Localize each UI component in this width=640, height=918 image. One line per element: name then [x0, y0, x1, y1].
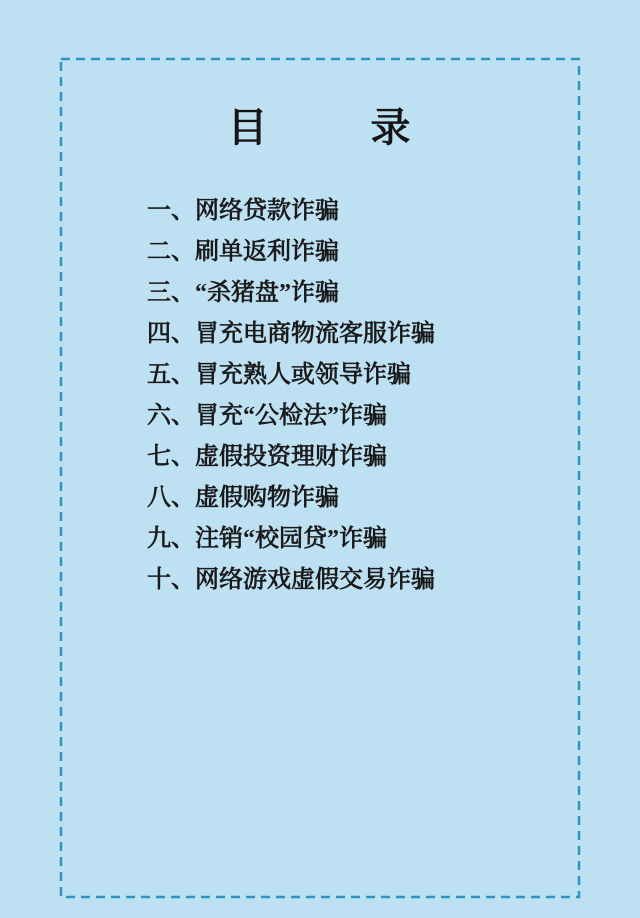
toc-item-6: 六、冒充“公检法”诈骗	[147, 403, 387, 429]
toc-item-5: 五、冒充熟人或领导诈骗	[147, 362, 411, 388]
toc-item-3: 三、“杀猪盘”诈骗	[147, 280, 339, 306]
toc-item-8: 八、虚假购物诈骗	[147, 485, 339, 511]
toc-item-4: 四、冒充电商物流客服诈骗	[147, 321, 435, 347]
page-title: 目 录	[227, 106, 413, 150]
toc-item-1: 一、网络贷款诈骗	[147, 198, 339, 224]
toc-item-9: 九、注销“校园贷”诈骗	[147, 526, 387, 552]
toc-item-2: 二、刷单返利诈骗	[147, 239, 339, 265]
toc-item-7: 七、虚假投资理财诈骗	[147, 444, 387, 470]
toc-item-10: 十、网络游戏虚假交易诈骗	[147, 567, 435, 593]
toc-list	[147, 191, 435, 601]
